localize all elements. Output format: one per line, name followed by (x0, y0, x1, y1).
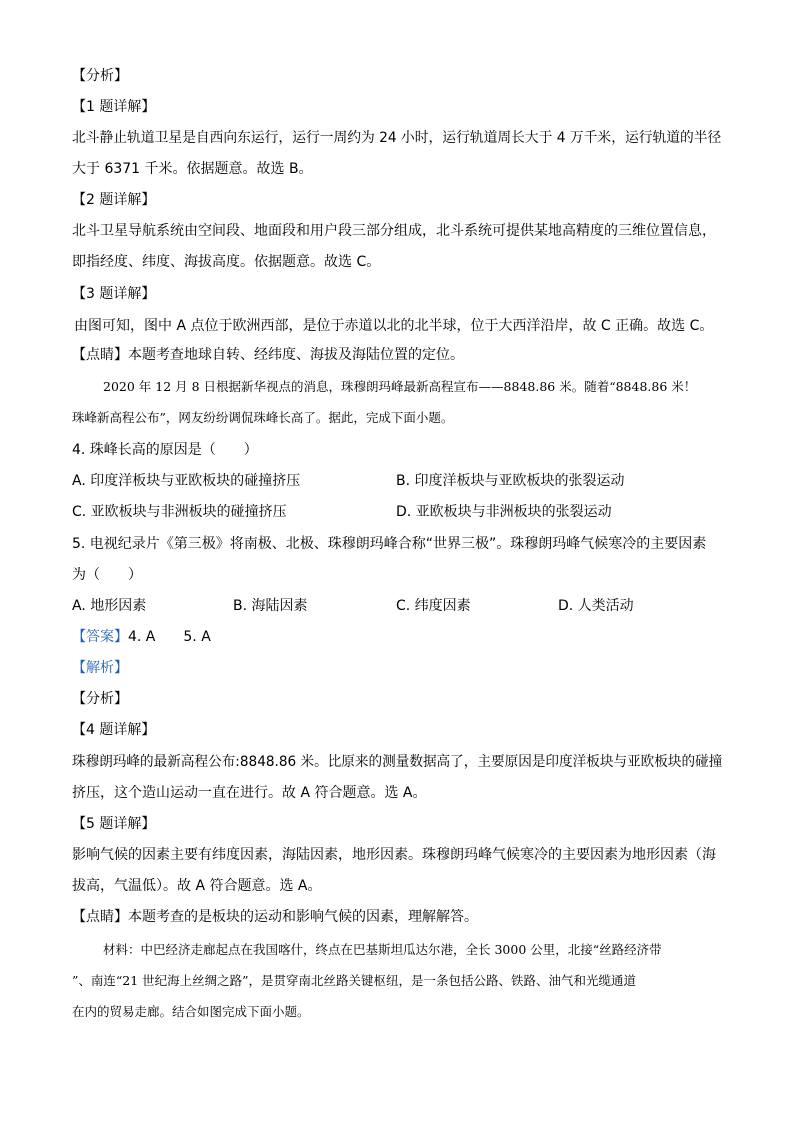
q5-detail-heading: 【5 题详解】 (72, 816, 156, 832)
answer-line (72, 627, 211, 647)
explanation-label: 【解析】 (72, 660, 128, 676)
q4-option-b: B. 印度洋板块与亚欧板块的张裂运动 (396, 473, 625, 489)
tip-line: 【点睛】本题考查地球自转、经纬度、海拔及海陆位置的定位。 (72, 347, 464, 363)
q1-detail-line: 大于 6371 千米。依据题意。故选 B。 (72, 161, 313, 177)
q5-detail-line: 影响气候的因素主要有纬度因素，海陆因素，地形因素。珠穆朗玛峰气候寒冷的主要因素为地形因素（海 (72, 847, 716, 863)
q3-detail-line: 由图可知，图中 A 点位于欧洲西部，是位于赤道以北的北半球，位于大西洋沿岸，故 C 正确。故选 C。 (74, 318, 714, 334)
q4-detail-line: 珠穆朗玛峰的最新高程公布:8848.86 米。比原来的测量数据高了，主要原因是印度洋板块与亚欧板块的碰撞 (72, 754, 723, 770)
material-line: 材料：中巴经济走廊起点在我国喀什，终点在巴基斯坦瓜达尔港，全长 3000 公里，北接“丝路经济带 (103, 942, 662, 957)
q1-detail-heading: 【1 题详解】 (72, 99, 156, 115)
q5-option-d: D. 人类活动 (558, 598, 634, 614)
q2-detail-heading: 【2 题详解】 (72, 192, 156, 208)
analysis-heading: 【分析】 (72, 691, 128, 707)
material-line: ”、南连“21 世纪海上丝绸之路”，是贯穿南北丝路关键枢纽，是一条包括公路、铁路、油气和光缆通道 (72, 973, 637, 988)
q1-detail-line: 北斗静止轨道卫星是自西向东运行，运行一周约为 24 小时，运行轨道周长大于 4 万千米，运行轨道的半径 (72, 130, 722, 146)
q2-detail-line: 北斗卫星导航系统由空间段、地面段和用户段三部分组成，北斗系统可提供某地高精度的三维位置信息， (72, 223, 716, 239)
q2-detail-line: 即指经度、纬度、海拔高度。依据题意。故选 C。 (72, 254, 381, 270)
q5-option-c: C. 纬度因素 (396, 598, 471, 614)
q4-option-c: C. 亚欧板块与非洲板块的碰撞挤压 (72, 504, 287, 520)
question-4-stem: 4. 珠峰长高的原因是（ ） (72, 442, 258, 458)
q4-option-d: D. 亚欧板块与非洲板块的张裂运动 (396, 504, 612, 520)
q5-option-b: B. 海陆因素 (233, 598, 308, 614)
q3-detail-heading: 【3 题详解】 (72, 286, 156, 302)
q5-detail-line: 拔高，气温低）。故 A 符合题意。选 A。 (72, 878, 322, 894)
analysis-heading: 【分析】 (72, 68, 128, 84)
answer-values: 4. A 5. A (128, 629, 211, 645)
material-line: 珠峰新高程公布”，网友纷纷调侃珠峰长高了。据此，完成下面小题。 (72, 410, 454, 425)
material-line: 在内的贸易走廊。结合如图完成下面小题。 (72, 1004, 310, 1019)
question-5-stem: 5. 电视纪录片《第三极》将南极、北极、珠穆朗玛峰合称“世界三极”。珠穆朗玛峰气候寒冷的主要因素 (72, 536, 707, 552)
q4-option-a: A. 印度洋板块与亚欧板块的碰撞挤压 (72, 473, 301, 489)
q5-option-a: A. 地形因素 (72, 598, 147, 614)
answer-label: 【答案】 (72, 629, 128, 645)
q4-detail-line: 挤压，这个造山运动一直在进行。故 A 符合题意。选 A。 (72, 785, 427, 801)
question-5-stem: 为（ ） (72, 567, 142, 583)
tip-line: 【点睛】本题考查的是板块的运动和影响气候的因素，理解解答。 (72, 909, 478, 925)
q4-detail-heading: 【4 题详解】 (72, 722, 156, 738)
material-line: 2020 年 12 月 8 日根据新华视点的消息，珠穆朗玛峰最新高程宣布——8848.86 米。随着“8848.86 米！ (103, 379, 697, 394)
